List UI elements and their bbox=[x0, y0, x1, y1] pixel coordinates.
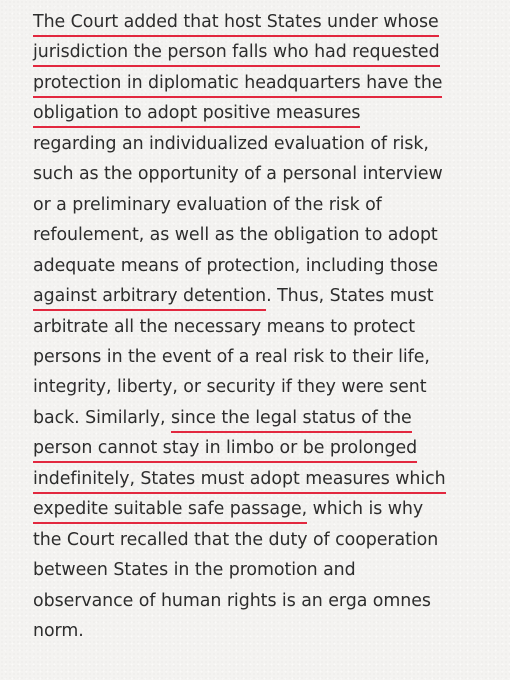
text-span: . Thus, States must bbox=[266, 286, 434, 307]
text-line bbox=[33, 162, 443, 186]
text-line bbox=[33, 223, 438, 247]
highlighted-text: jurisdiction the person falls who had requested bbox=[33, 42, 440, 67]
text-line bbox=[33, 193, 382, 217]
highlighted-text: expedite suitable safe passage, bbox=[33, 499, 307, 524]
highlighted-text: obligation to adopt positive measures bbox=[33, 103, 360, 128]
text-line bbox=[33, 619, 84, 643]
text-span: norm. bbox=[33, 621, 84, 641]
text-line bbox=[33, 375, 426, 399]
highlighted-text: indefinitely, States must adopt measures which bbox=[33, 469, 446, 494]
text-line bbox=[33, 40, 440, 64]
text-line bbox=[33, 10, 439, 34]
text-line bbox=[33, 132, 429, 156]
text-line bbox=[33, 589, 431, 613]
text-line bbox=[33, 101, 360, 125]
text-span: between States in the promotion and bbox=[33, 560, 356, 581]
text-line bbox=[33, 406, 412, 430]
highlighted-text: The Court added that host States under whose bbox=[33, 12, 439, 37]
text-line bbox=[33, 436, 417, 460]
text-line bbox=[33, 254, 438, 278]
text-line bbox=[33, 528, 438, 552]
text-line bbox=[33, 284, 434, 308]
highlighted-text: since the legal status of the bbox=[171, 408, 412, 433]
text-line bbox=[33, 558, 356, 582]
text-span: observance of human rights is an erga omnes bbox=[33, 590, 431, 611]
text-span: back. Similarly, bbox=[33, 407, 171, 428]
text-span: integrity, liberty, or security if they were sent bbox=[33, 377, 427, 398]
highlighted-text: protection in diplomatic headquarters have the bbox=[33, 73, 442, 98]
highlighted-text: against arbitrary detention bbox=[33, 286, 266, 311]
text-span: which is why bbox=[307, 499, 424, 520]
text-span: refoulement, as well as the obligation to adopt bbox=[33, 225, 438, 246]
text-line bbox=[33, 345, 430, 369]
highlighted-text: person cannot stay in limbo or be prolonged bbox=[33, 438, 417, 463]
text-line bbox=[33, 71, 442, 95]
text-line bbox=[33, 467, 446, 491]
text-span: adequate means of protection, including those bbox=[33, 255, 438, 276]
text-line bbox=[33, 497, 423, 521]
text-line bbox=[33, 315, 415, 339]
text-span: arbitrate all the necessary means to protect bbox=[33, 316, 416, 337]
text-span: or a preliminary evaluation of the risk of bbox=[33, 194, 382, 215]
text-span: such as the opportunity of a personal interview bbox=[33, 164, 443, 185]
text-span: persons in the event of a real risk to their life, bbox=[33, 346, 430, 367]
text-span: the Court recalled that the duty of cooperation bbox=[33, 529, 439, 550]
text-span: regarding an individualized evaluation of risk, bbox=[33, 133, 429, 154]
